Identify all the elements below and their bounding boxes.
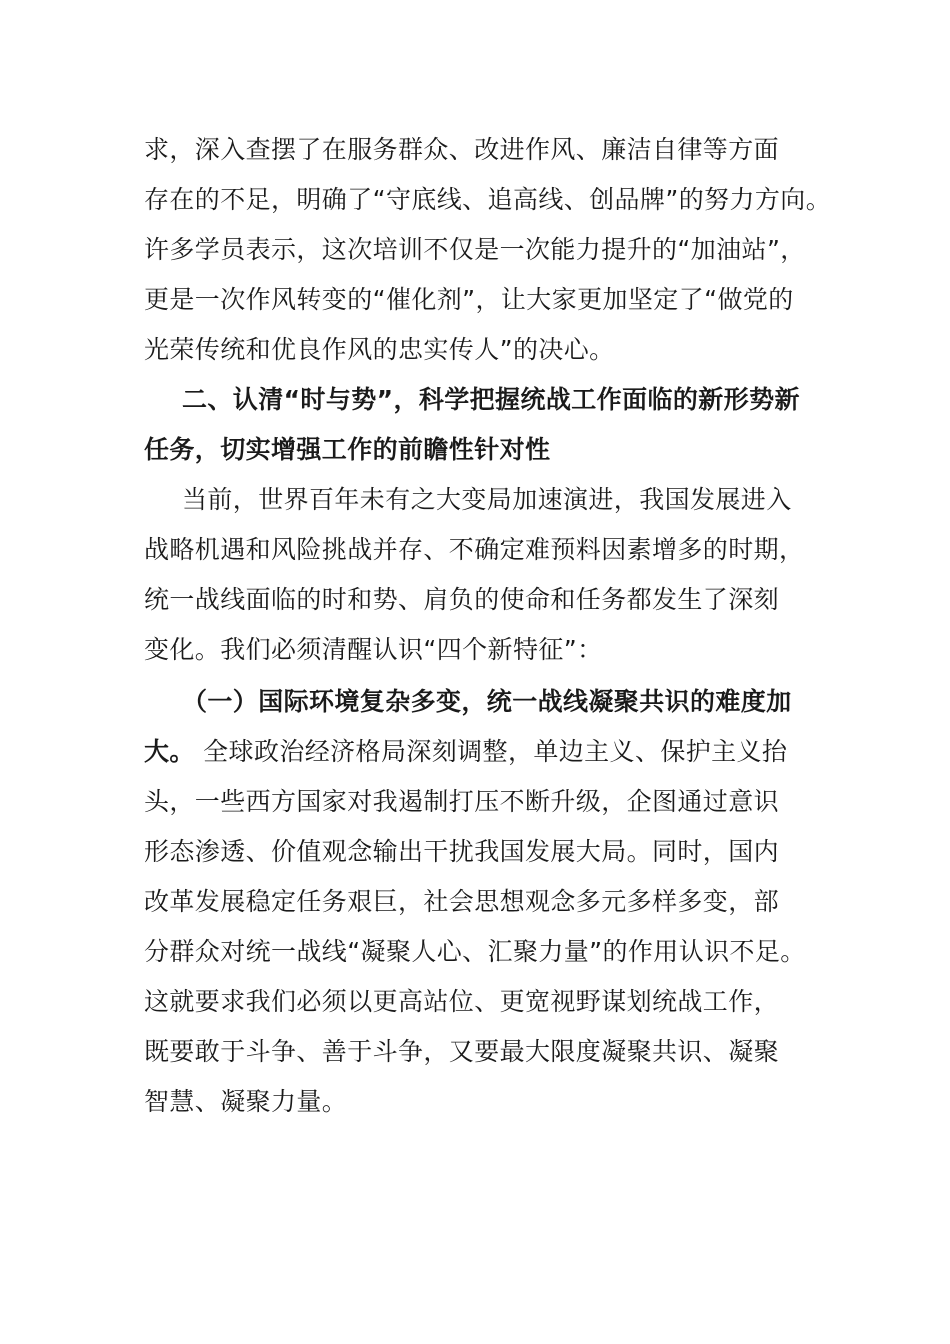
section-heading: 二、认清“时与势”，科学把握统战工作面临的新形势新 bbox=[182, 385, 800, 414]
text-line: 分群众对统一战线“凝聚人心、汇聚力量”的作用认识不足。 bbox=[144, 937, 806, 966]
text-line: 存在的不足，明确了“守底线、追高线、创品牌”的努力方向。 bbox=[144, 185, 832, 214]
text-line: 这就要求我们必须以更高站位、更宽视野谋划统战工作， bbox=[144, 987, 780, 1016]
text-line: 战略机遇和风险挑战并存、不确定难预料因素增多的时期， bbox=[144, 535, 805, 564]
text-line: 光荣传统和优良作风的忠实传人”的决心。 bbox=[144, 335, 615, 364]
text-line: 更是一次作风转变的“催化剂”，让大家更加坚定了“做党的 bbox=[144, 285, 794, 314]
text-line: 形态渗透、价值观念输出干扰我国发展大局。同时，国内 bbox=[144, 837, 780, 866]
section-heading: 任务，切实增强工作的前瞻性针对性 bbox=[144, 435, 551, 464]
text-line: 头，一些西方国家对我遏制打压不断升级，企图通过意识 bbox=[144, 787, 780, 816]
text-line: 统一战线面临的时和势、肩负的使命和任务都发生了深刻 bbox=[144, 585, 780, 614]
text-line: 改革发展稳定任务艰巨，社会思想观念多元多样多变，部 bbox=[144, 887, 780, 916]
text-span: 全球政治经济格局深刻调整，单边主义、保护主义抬 bbox=[194, 737, 788, 766]
text-line: 当前，世界百年未有之大变局加速演进，我国发展进入 bbox=[182, 485, 792, 514]
text-line: 既要敢于斗争、善于斗争，又要最大限度凝聚共识、凝聚 bbox=[144, 1037, 780, 1066]
text-line: 智慧、凝聚力量。 bbox=[144, 1087, 348, 1116]
text-line: 变化。我们必须清醒认识“四个新特征”： bbox=[144, 635, 603, 664]
subsection-heading: （一）国际环境复杂多变，统一战线凝聚共识的难度加 bbox=[182, 687, 792, 716]
subsection-heading-end: 大。 bbox=[144, 737, 195, 766]
text-line bbox=[144, 736, 864, 768]
text-line: 许多学员表示，这次培训不仅是一次能力提升的“加油站”， bbox=[144, 235, 806, 264]
text-line: 求，深入查摆了在服务群众、改进作风、廉洁自律等方面 bbox=[144, 135, 780, 164]
